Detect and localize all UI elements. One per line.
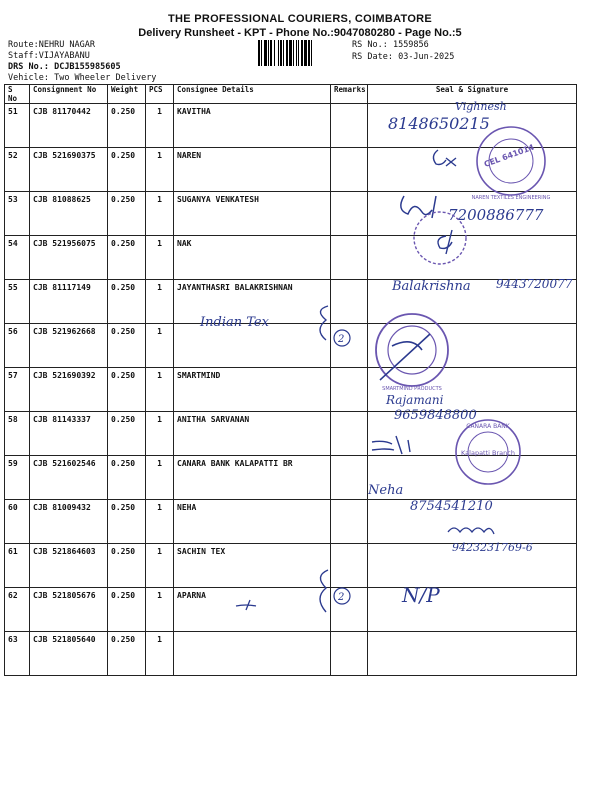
table-row: 63 CJB 521805640 0.250 1: [5, 632, 577, 676]
rs-no-value: 1559856: [392, 40, 429, 50]
col-weight: Weight: [108, 85, 146, 104]
table-header-row: [5, 85, 577, 104]
table-row: 61 CJB 521864603 0.250 1 SACHIN TEX: [5, 544, 577, 588]
hw-r60-sig: Neha: [368, 483, 404, 498]
hw-r56-remark: 2: [338, 334, 345, 345]
drs-line: DRS No.: DCJB155985605: [8, 62, 121, 72]
table-row: 51 CJB 81170442 0.250 1 KAVITHA: [5, 104, 577, 148]
hw-r63-np: N/P: [402, 583, 440, 607]
cel-stamp-text: CEL 641014: [482, 142, 536, 170]
table-row: 59 CJB 521602546 0.250 1 CANARA BANK KALAPATTI BR: [5, 456, 577, 500]
rs-date-value: 03-Jun-2025: [398, 52, 455, 62]
staff-line: Staff:VIJAYABANU: [8, 51, 90, 61]
barcode: [258, 40, 344, 66]
hw-r55-sig: Balakrishna: [392, 279, 471, 294]
col-remarks: Remarks: [331, 85, 368, 104]
hw-r53-phone: 7200886777: [448, 206, 544, 224]
table-row: 52 CJB 521690375 0.250 1 NAREN: [5, 148, 577, 192]
table-row: 54 CJB 521956075 0.250 1 NAK: [5, 236, 577, 280]
rs-no-line: RS No.: 1559856: [352, 40, 429, 50]
runsheet-subtitle: Delivery Runsheet - KPT - Phone No.:9047080280 - Page No.:5: [138, 27, 462, 39]
rs-date-line: RS Date: 03-Jun-2025: [352, 52, 455, 62]
drs-value: DCJB155985605: [54, 62, 121, 72]
route-line: Route:NEHRU NAGAR: [8, 40, 96, 50]
hw-r63-remark: 2: [338, 592, 345, 603]
hw-r56-name: Indian Tex: [200, 315, 269, 330]
col-pcs: PCS: [146, 85, 174, 104]
hw-r55-phone: 9443720077: [496, 277, 573, 291]
vehicle-line: Vehicle: Two Wheeler Delivery: [8, 73, 157, 83]
col-consignment: Consignment No: [30, 85, 108, 104]
table-row: 57 CJB 521690392 0.250 1 SMARTMIND: [5, 368, 577, 412]
hw-r58-sig: Rajamani: [386, 393, 444, 407]
col-consignee: Consignee Details: [174, 85, 331, 104]
hw-r60-phone: 8754541210: [410, 499, 493, 514]
col-seal: Seal & Signature: [368, 85, 577, 104]
runsheet-table: [4, 84, 577, 676]
hw-r58-phone: 9659848800: [394, 408, 477, 423]
table-row: 56 CJB 521962668 0.250 1: [5, 324, 577, 368]
table-row: 62 CJB 521805676 0.250 1 APARNA: [5, 588, 577, 632]
cel-stamp-ring: NAREN TEXTILES ENGINEERING: [471, 195, 551, 201]
smartmind-stamp-ring: SMARTMIND PRODUCTS: [382, 386, 442, 392]
vehicle-value: Two Wheeler Delivery: [54, 73, 157, 83]
table-row: 58 CJB 81143337 0.250 1 ANITHA SARVANAN: [5, 412, 577, 456]
company-title: THE PROFESSIONAL COURIERS, COIMBATORE: [167, 13, 433, 25]
table-row: 53 CJB 81088625 0.250 1 SUGANYA VENKATESH: [5, 192, 577, 236]
hw-r51-phone: 8148650215: [388, 114, 490, 133]
hw-r62-phone: 9423231769-6: [452, 541, 533, 554]
hw-r51-name: Vighnesh: [455, 100, 507, 113]
canara-stamp-ring: CANARA BANK: [466, 423, 510, 430]
route-value: NEHRU NAGAR: [38, 40, 96, 50]
staff-value: VIJAYABANU: [38, 51, 90, 61]
col-sno: S No: [5, 85, 30, 104]
table-row: 60 CJB 81009432 0.250 1 NEHA: [5, 500, 577, 544]
canara-stamp-text: Kalapatti Branch: [461, 449, 515, 457]
table-row: 55 CJB 81117149 0.250 1 JAYANTHASRI BALAKRISHNAN: [5, 280, 577, 324]
